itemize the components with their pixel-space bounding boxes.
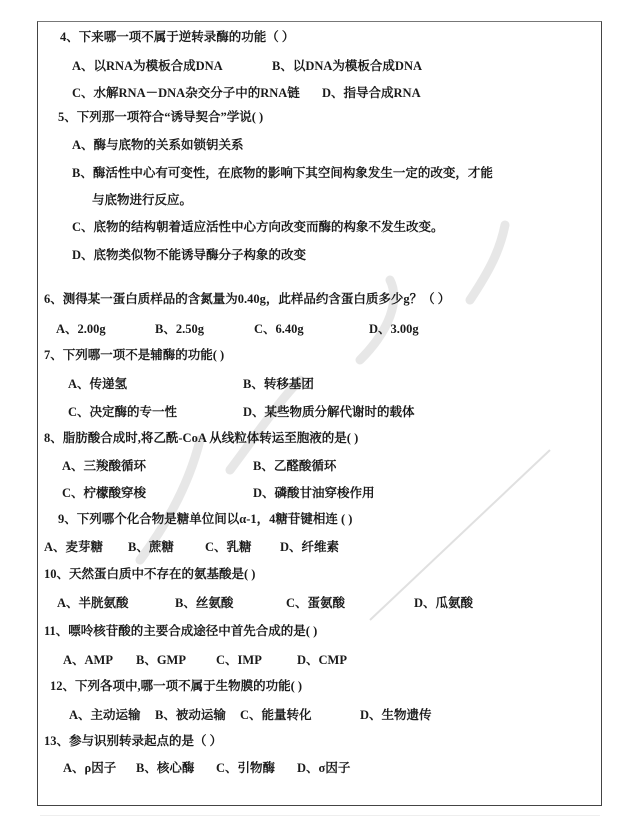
question-stem: 4、下来哪一项不属于逆转录酶的功能（ ） <box>60 30 295 44</box>
question-stem: 8、脂肪酸合成时,将乙酰-CoA 从线粒体转运至胞液的是( ) <box>44 431 359 445</box>
option-d: D、磷酸甘油穿梭作用 <box>253 486 375 500</box>
option-c: C、能量转化 <box>240 708 312 722</box>
option-b: B、核心酶 <box>136 761 195 775</box>
question-stem: 9、下列哪个化合物是糖单位间以α-1，4糖苷键相连 ( ) <box>58 512 353 526</box>
question-stem: 7、下列哪一项不是辅酶的功能( ) <box>44 348 225 362</box>
option-c: C、6.40g <box>254 322 304 336</box>
option-c: C、柠檬酸穿梭 <box>62 486 147 500</box>
option-b: B、以DNA为模板合成DNA <box>272 59 423 73</box>
option-d: D、CMP <box>297 653 347 667</box>
option-b: B、转移基团 <box>243 377 314 391</box>
option-a: A、主动运输 <box>69 708 141 722</box>
option-c: C、IMP <box>216 653 262 667</box>
option-d: D、底物类似物不能诱导酶分子构象的改变 <box>72 248 307 262</box>
option-d: D、生物遗传 <box>360 708 432 722</box>
option-b-continuation: 与底物进行反应。 <box>92 193 193 207</box>
option-a: A、2.00g <box>56 322 106 336</box>
option-c: C、蛋氨酸 <box>286 596 346 610</box>
option-d: D、瓜氨酸 <box>414 596 474 610</box>
option-a: A、ρ因子 <box>63 761 117 775</box>
question-stem: 11、嘌呤核苷酸的主要合成途径中首先合成的是( ) <box>44 624 318 638</box>
option-b: B、蔗糖 <box>128 540 174 554</box>
option-a: A、传递氢 <box>68 377 128 391</box>
page-shadow <box>40 815 600 816</box>
option-b: B、2.50g <box>155 322 204 336</box>
option-a: A、半胱氨酸 <box>57 596 129 610</box>
option-a: A、AMP <box>63 653 113 667</box>
option-c: C、决定酶的专一性 <box>68 405 178 419</box>
option-a: A、麦芽糖 <box>44 540 104 554</box>
question-stem: 5、下列那一项符合“诱导契合”学说( ) <box>58 110 264 124</box>
option-a: A、酶与底物的关系如锁钥关系 <box>72 138 244 152</box>
option-c: C、水解RNA－DNA杂交分子中的RNA链 <box>72 86 300 100</box>
option-b: B、乙醛酸循环 <box>253 459 337 473</box>
option-b: B、被动运输 <box>155 708 226 722</box>
option-d: D、指导合成RNA <box>322 86 421 100</box>
question-stem: 10、天然蛋白质中不存在的氨基酸是( ) <box>44 567 256 581</box>
option-b: B、GMP <box>136 653 186 667</box>
option-d: D、某些物质分解代谢时的载体 <box>243 405 415 419</box>
option-c: C、底物的结构朝着适应活性中心方向改变而酶的构象不发生改变。 <box>72 220 444 234</box>
option-d: D、3.00g <box>369 322 419 336</box>
question-stem: 6、测得某一蛋白质样品的含氮量为0.40g，此样品约含蛋白质多少g？（ ） <box>44 292 451 306</box>
option-b: B、酶活性中心有可变性，在底物的影响下其空间构象发生一定的改变，才能 <box>72 166 493 180</box>
option-a: A、以RNA为模板合成DNA <box>72 59 223 73</box>
option-d: D、σ因子 <box>297 761 351 775</box>
option-c: C、乳糖 <box>205 540 252 554</box>
option-b: B、丝氨酸 <box>175 596 234 610</box>
question-stem: 13、参与识别转录起点的是（ ） <box>44 734 223 748</box>
option-a: A、三羧酸循环 <box>62 459 147 473</box>
option-d: D、纤维素 <box>280 540 340 554</box>
question-stem: 12、下列各项中,哪一项不属于生物膜的功能( ) <box>50 679 303 693</box>
option-c: C、引物酶 <box>216 761 276 775</box>
